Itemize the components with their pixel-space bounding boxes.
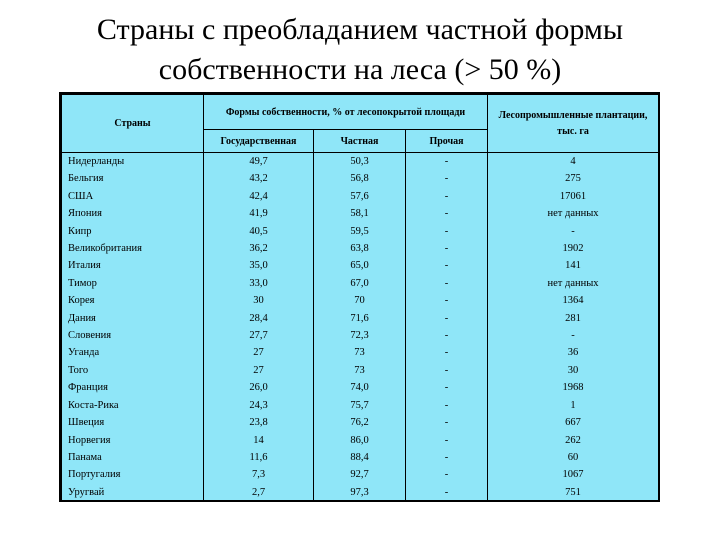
cell-plantations: - (488, 223, 659, 240)
cell-state: 23,8 (204, 414, 314, 431)
cell-country: Дания (62, 310, 204, 327)
table-row (62, 223, 659, 240)
cell-country: Япония (62, 205, 204, 222)
cell-other: - (406, 397, 488, 414)
cell-private: 86,0 (314, 432, 406, 449)
cell-plantations: 275 (488, 170, 659, 187)
cell-plantations: нет данных (488, 205, 659, 222)
data-table (61, 94, 659, 501)
cell-state: 2,7 (204, 484, 314, 501)
cell-private: 56,8 (314, 170, 406, 187)
cell-private: 72,3 (314, 327, 406, 344)
cell-state: 35,0 (204, 257, 314, 274)
cell-other: - (406, 153, 488, 171)
table-row (62, 362, 659, 379)
cell-plantations: 262 (488, 432, 659, 449)
cell-state: 36,2 (204, 240, 314, 257)
table-body (62, 153, 659, 502)
cell-other: - (406, 223, 488, 240)
cell-country: Великобритания (62, 240, 204, 257)
cell-other: - (406, 449, 488, 466)
cell-private: 63,8 (314, 240, 406, 257)
table-row (62, 275, 659, 292)
cell-plantations: 751 (488, 484, 659, 501)
cell-private: 50,3 (314, 153, 406, 171)
table-row (62, 240, 659, 257)
cell-plantations: 667 (488, 414, 659, 431)
cell-state: 49,7 (204, 153, 314, 171)
cell-state: 28,4 (204, 310, 314, 327)
cell-state: 27 (204, 344, 314, 361)
table-row (62, 292, 659, 309)
cell-plantations: 1067 (488, 466, 659, 483)
cell-state: 42,4 (204, 188, 314, 205)
cell-other: - (406, 362, 488, 379)
cell-other: - (406, 205, 488, 222)
cell-plantations: 141 (488, 257, 659, 274)
header-state: Государственная (204, 130, 314, 153)
cell-country: Уругвай (62, 484, 204, 501)
cell-other: - (406, 292, 488, 309)
cell-private: 67,0 (314, 275, 406, 292)
cell-state: 7,3 (204, 466, 314, 483)
cell-plantations: нет данных (488, 275, 659, 292)
cell-private: 75,7 (314, 397, 406, 414)
table-row (62, 170, 659, 187)
cell-state: 26,0 (204, 379, 314, 396)
table-row (62, 397, 659, 414)
header-other: Прочая (406, 130, 488, 153)
cell-private: 97,3 (314, 484, 406, 501)
cell-country: Уганда (62, 344, 204, 361)
title-line-1: Страны с преобладанием частной формы (96, 13, 624, 46)
cell-private: 73 (314, 362, 406, 379)
cell-other: - (406, 484, 488, 501)
cell-country: Тимор (62, 275, 204, 292)
cell-private: 65,0 (314, 257, 406, 274)
cell-private: 57,6 (314, 188, 406, 205)
cell-plantations: 36 (488, 344, 659, 361)
table-row (62, 344, 659, 361)
table-row (62, 449, 659, 466)
cell-other: - (406, 466, 488, 483)
cell-country: Словения (62, 327, 204, 344)
cell-plantations: 1364 (488, 292, 659, 309)
cell-other: - (406, 188, 488, 205)
cell-private: 59,5 (314, 223, 406, 240)
cell-country: Кипр (62, 223, 204, 240)
table-row (62, 379, 659, 396)
cell-country: Норвегия (62, 432, 204, 449)
cell-plantations: 1902 (488, 240, 659, 257)
cell-state: 30 (204, 292, 314, 309)
slide-title (0, 10, 720, 90)
cell-private: 76,2 (314, 414, 406, 431)
cell-other: - (406, 414, 488, 431)
cell-plantations: 17061 (488, 188, 659, 205)
cell-private: 92,7 (314, 466, 406, 483)
cell-state: 14 (204, 432, 314, 449)
header-country: Страны (62, 95, 204, 153)
cell-private: 88,4 (314, 449, 406, 466)
cell-state: 24,3 (204, 397, 314, 414)
cell-other: - (406, 275, 488, 292)
cell-state: 33,0 (204, 275, 314, 292)
cell-country: Панама (62, 449, 204, 466)
cell-plantations: 281 (488, 310, 659, 327)
cell-state: 11,6 (204, 449, 314, 466)
table-row (62, 484, 659, 501)
cell-plantations: 4 (488, 153, 659, 171)
table-row (62, 310, 659, 327)
cell-country: Италия (62, 257, 204, 274)
cell-other: - (406, 310, 488, 327)
table-row (62, 205, 659, 222)
table-row (62, 257, 659, 274)
cell-other: - (406, 327, 488, 344)
cell-other: - (406, 170, 488, 187)
table-row (62, 414, 659, 431)
cell-state: 41,9 (204, 205, 314, 222)
table-row (62, 432, 659, 449)
cell-plantations: 30 (488, 362, 659, 379)
cell-country: Португалия (62, 466, 204, 483)
cell-private: 74,0 (314, 379, 406, 396)
cell-other: - (406, 432, 488, 449)
header-ownership-group: Формы собственности, % от лесопокрытой площади (204, 95, 488, 130)
table-row (62, 327, 659, 344)
header-plantations: Лесопромышленные плантации, тыс. га (488, 95, 659, 153)
header-private: Частная (314, 130, 406, 153)
cell-country: Франция (62, 379, 204, 396)
cell-other: - (406, 344, 488, 361)
cell-private: 70 (314, 292, 406, 309)
cell-private: 73 (314, 344, 406, 361)
cell-state: 27 (204, 362, 314, 379)
cell-other: - (406, 379, 488, 396)
cell-state: 40,5 (204, 223, 314, 240)
cell-country: Корея (62, 292, 204, 309)
forest-ownership-table (59, 92, 660, 502)
table-row (62, 466, 659, 483)
cell-plantations: 1968 (488, 379, 659, 396)
cell-plantations: - (488, 327, 659, 344)
cell-state: 43,2 (204, 170, 314, 187)
cell-plantations: 60 (488, 449, 659, 466)
cell-state: 27,7 (204, 327, 314, 344)
table-row (62, 153, 659, 171)
table-row (62, 188, 659, 205)
cell-country: Бельгия (62, 170, 204, 187)
cell-country: США (62, 188, 204, 205)
cell-other: - (406, 257, 488, 274)
cell-country: Нидерланды (62, 153, 204, 171)
cell-plantations: 1 (488, 397, 659, 414)
cell-private: 58,1 (314, 205, 406, 222)
title-line-2: собственности на леса (> 50 %) (158, 53, 562, 86)
cell-country: Коста-Рика (62, 397, 204, 414)
cell-country: Швеция (62, 414, 204, 431)
cell-country: Того (62, 362, 204, 379)
cell-other: - (406, 240, 488, 257)
cell-private: 71,6 (314, 310, 406, 327)
